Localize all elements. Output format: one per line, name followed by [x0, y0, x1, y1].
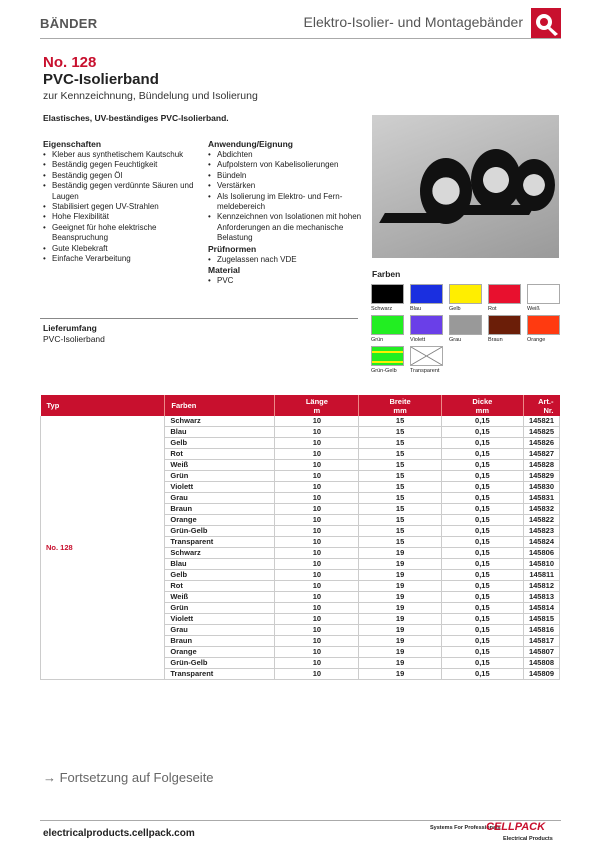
thickness-cell: 0,15 — [441, 515, 523, 526]
width-cell: 15 — [359, 438, 441, 449]
swatch-label: Schwarz — [371, 306, 393, 312]
artnr-cell: 145831 — [523, 493, 559, 504]
width-cell: 15 — [359, 460, 441, 471]
color-cell: Blau — [165, 559, 275, 570]
application-section — [208, 139, 363, 286]
swatch-label: Grün-Gelb — [371, 368, 397, 374]
width-cell: 15 — [359, 416, 441, 427]
list-item: • Bündeln — [208, 171, 363, 181]
artnr-cell: 145808 — [523, 658, 559, 669]
swatch-label: Grau — [449, 337, 462, 343]
width-cell: 19 — [359, 581, 441, 592]
swatch — [527, 284, 560, 312]
color-cell: Braun — [165, 504, 275, 515]
standards-title: Prüfnormen — [208, 243, 257, 254]
artnr-cell: 145826 — [523, 438, 559, 449]
list-item: • Verstärken — [208, 181, 363, 191]
swatch — [449, 284, 482, 312]
length-cell: 10 — [275, 669, 359, 680]
thickness-cell: 0,15 — [441, 482, 523, 493]
artnr-cell: 145807 — [523, 647, 559, 658]
color-cell: Grün-Gelb — [165, 658, 275, 669]
artnr-cell: 145822 — [523, 515, 559, 526]
thickness-cell: 0,15 — [441, 548, 523, 559]
length-cell: 10 — [275, 471, 359, 482]
width-cell: 15 — [359, 493, 441, 504]
length-cell: 10 — [275, 493, 359, 504]
artnr-cell: 145812 — [523, 581, 559, 592]
spec-table-body — [41, 416, 560, 680]
artnr-cell: 145828 — [523, 460, 559, 471]
swatch-label: Grün — [371, 337, 384, 343]
width-cell: 15 — [359, 515, 441, 526]
swatch — [449, 315, 482, 343]
thickness-cell: 0,15 — [441, 416, 523, 427]
thickness-cell: 0,15 — [441, 603, 523, 614]
thickness-cell: 0,15 — [441, 427, 523, 438]
width-cell: 15 — [359, 504, 441, 515]
swatch-label: Braun — [488, 337, 503, 343]
length-cell: 10 — [275, 482, 359, 493]
color-cell: Violett — [165, 614, 275, 625]
swatch — [410, 315, 443, 343]
color-cell: Orange — [165, 647, 275, 658]
color-cell: Grün — [165, 603, 275, 614]
swatch-label: Weiß — [527, 306, 540, 312]
length-cell: 10 — [275, 636, 359, 647]
swatch — [488, 284, 521, 312]
thickness-cell: 0,15 — [441, 614, 523, 625]
material-list — [208, 276, 363, 286]
color-cell: Schwarz — [165, 548, 275, 559]
color-cell: Orange — [165, 515, 275, 526]
material-title: Material — [208, 265, 241, 276]
length-cell: 10 — [275, 603, 359, 614]
swatch-label: Orange — [527, 337, 546, 343]
swatch — [371, 346, 404, 374]
width-cell: 19 — [359, 603, 441, 614]
color-cell: Transparent — [165, 669, 275, 680]
color-cell: Grau — [165, 625, 275, 636]
swatch-label: Violett — [410, 337, 426, 343]
product-number: No. 128 — [43, 54, 97, 71]
length-cell: 10 — [275, 438, 359, 449]
artnr-cell: 145827 — [523, 449, 559, 460]
length-cell: 10 — [275, 449, 359, 460]
list-item: • Beständig gegen Feuchtigkeit — [43, 160, 203, 170]
footer-divider — [40, 820, 561, 821]
thickness-cell: 0,15 — [441, 658, 523, 669]
width-cell: 19 — [359, 559, 441, 570]
list-item: • Stabilisiert gegen UV-Strahlen — [43, 202, 203, 212]
list-item: • Beständig gegen verdünnte Säuren und Laugen — [43, 181, 203, 202]
thickness-cell: 0,15 — [441, 559, 523, 570]
length-cell: 10 — [275, 647, 359, 658]
artnr-cell: 145811 — [523, 570, 559, 581]
artnr-cell: 145815 — [523, 614, 559, 625]
col-header-artnr: Art.-Nr. — [523, 395, 559, 416]
thickness-cell: 0,15 — [441, 647, 523, 658]
width-cell: 19 — [359, 669, 441, 680]
brand-logo: CELLPACK — [486, 821, 546, 833]
color-cell: Rot — [165, 449, 275, 460]
width-cell: 15 — [359, 449, 441, 460]
artnr-cell: 145817 — [523, 636, 559, 647]
swatch — [527, 315, 560, 343]
properties-list — [43, 150, 203, 264]
col-header-typ: Typ — [41, 395, 165, 416]
list-item: • Als Isolierung im Elektro- und Fernmeldebereich — [208, 192, 363, 213]
swatch-label: Rot — [488, 306, 497, 312]
application-title: Anwendung/Eignung — [208, 139, 293, 149]
thickness-cell: 0,15 — [441, 493, 523, 504]
delivery-title: Lieferumfang — [43, 323, 97, 333]
color-cell: Gelb — [165, 438, 275, 449]
thickness-cell: 0,15 — [441, 636, 523, 647]
col-header-laenge: Länge m — [275, 395, 359, 416]
width-cell: 19 — [359, 647, 441, 658]
width-cell: 19 — [359, 548, 441, 559]
continue-note: → Fortsetzung auf Folgeseite — [43, 770, 214, 785]
length-cell: 10 — [275, 614, 359, 625]
artnr-cell: 145825 — [523, 427, 559, 438]
swatch-label: Gelb — [449, 306, 461, 312]
artnr-cell: 145832 — [523, 504, 559, 515]
col-header-dicke: Dicke mm — [441, 395, 523, 416]
footer-tagline: Systems For Professionals — [430, 825, 501, 831]
artnr-cell: 145809 — [523, 669, 559, 680]
color-cell: Grün — [165, 471, 275, 482]
swatch-label: Transparent — [410, 368, 440, 374]
brand-sub: Electrical Products — [503, 836, 553, 842]
tape-roll — [513, 159, 555, 211]
list-item: • Geeignet für hohe elektrische Beanspruchung — [43, 223, 203, 244]
color-cell: Gelb — [165, 570, 275, 581]
width-cell: 15 — [359, 482, 441, 493]
color-cell: Grün-Gelb — [165, 526, 275, 537]
col-header-farben: Farben — [165, 395, 275, 416]
thickness-cell: 0,15 — [441, 625, 523, 636]
color-cell: Grau — [165, 493, 275, 504]
color-cell: Rot — [165, 581, 275, 592]
width-cell: 19 — [359, 636, 441, 647]
width-cell: 15 — [359, 526, 441, 537]
section-divider — [40, 318, 358, 319]
color-cell: Braun — [165, 636, 275, 647]
length-cell: 10 — [275, 427, 359, 438]
length-cell: 10 — [275, 625, 359, 636]
artnr-cell: 145806 — [523, 548, 559, 559]
list-item: • Abdichten — [208, 150, 363, 160]
list-item: • Kleber aus synthetischem Kautschuk — [43, 150, 203, 160]
swatch — [410, 284, 443, 312]
footer-url: electricalproducts.cellpack.com — [43, 828, 195, 839]
table-row — [41, 416, 560, 427]
header-divider — [40, 38, 561, 39]
length-cell: 10 — [275, 416, 359, 427]
colors-title: Farben — [372, 269, 401, 279]
properties-section — [43, 139, 203, 264]
thickness-cell: 0,15 — [441, 460, 523, 471]
type-cell: No. 128 — [41, 416, 165, 680]
thickness-cell: 0,15 — [441, 504, 523, 515]
application-list — [208, 150, 363, 244]
artnr-cell: 145830 — [523, 482, 559, 493]
page-category: BÄNDER — [40, 16, 98, 31]
width-cell: 15 — [359, 471, 441, 482]
length-cell: 10 — [275, 526, 359, 537]
properties-title: Eigenschaften — [43, 139, 102, 149]
artnr-cell: 145813 — [523, 592, 559, 603]
product-title: PVC-Isolierband — [43, 71, 159, 88]
artnr-cell: 145823 — [523, 526, 559, 537]
list-item: • Kennzeichnen von Isolationen mit hohen Anforderungen an die mechanische Belastung — [208, 212, 363, 243]
delivery-text: PVC-Isolierband — [43, 334, 105, 344]
width-cell: 19 — [359, 658, 441, 669]
product-photo — [372, 115, 559, 258]
tape-roll-icon — [531, 8, 561, 38]
swatch — [371, 284, 404, 312]
standards-list — [208, 255, 363, 265]
width-cell: 19 — [359, 625, 441, 636]
artnr-cell: 145816 — [523, 625, 559, 636]
thickness-cell: 0,15 — [441, 526, 523, 537]
length-cell: 10 — [275, 515, 359, 526]
length-cell: 10 — [275, 658, 359, 669]
section-title: Elektro-Isolier- und Montagebänder — [303, 14, 523, 30]
table-header-row — [41, 395, 560, 416]
color-cell: Weiß — [165, 460, 275, 471]
color-cell: Schwarz — [165, 416, 275, 427]
thickness-cell: 0,15 — [441, 570, 523, 581]
product-subtitle: zur Kennzeichnung, Bündelung und Isolierung — [43, 90, 258, 102]
width-cell: 19 — [359, 570, 441, 581]
swatch — [371, 315, 404, 343]
artnr-cell: 145814 — [523, 603, 559, 614]
color-cell: Weiß — [165, 592, 275, 603]
width-cell: 15 — [359, 427, 441, 438]
thickness-cell: 0,15 — [441, 449, 523, 460]
artnr-cell: 145829 — [523, 471, 559, 482]
tape-roll — [420, 158, 472, 224]
spec-table — [40, 395, 560, 680]
length-cell: 10 — [275, 570, 359, 581]
thickness-cell: 0,15 — [441, 537, 523, 548]
swatch — [410, 346, 443, 374]
length-cell: 10 — [275, 537, 359, 548]
thickness-cell: 0,15 — [441, 592, 523, 603]
thickness-cell: 0,15 — [441, 438, 523, 449]
length-cell: 10 — [275, 581, 359, 592]
list-item: • Zugelassen nach VDE — [208, 255, 363, 265]
product-description: Elastisches, UV-beständiges PVC-Isolierband. — [43, 113, 229, 123]
list-item: • PVC — [208, 276, 363, 286]
width-cell: 19 — [359, 614, 441, 625]
color-cell: Violett — [165, 482, 275, 493]
artnr-cell: 145824 — [523, 537, 559, 548]
width-cell: 15 — [359, 537, 441, 548]
swatch — [488, 315, 521, 343]
color-cell: Blau — [165, 427, 275, 438]
artnr-cell: 145810 — [523, 559, 559, 570]
thickness-cell: 0,15 — [441, 471, 523, 482]
list-item: • Einfache Verarbeitung — [43, 254, 203, 264]
length-cell: 10 — [275, 559, 359, 570]
swatch-label: Blau — [410, 306, 422, 312]
list-item: • Hohe Flexibilität — [43, 212, 203, 222]
list-item: • Aufpolstern von Kabelisolierungen — [208, 160, 363, 170]
length-cell: 10 — [275, 592, 359, 603]
col-header-breite: Breite mm — [359, 395, 441, 416]
color-cell: Transparent — [165, 537, 275, 548]
list-item: • Beständig gegen Öl — [43, 171, 203, 181]
length-cell: 10 — [275, 548, 359, 559]
thickness-cell: 0,15 — [441, 669, 523, 680]
list-item: • Gute Klebekraft — [43, 244, 203, 254]
length-cell: 10 — [275, 460, 359, 471]
length-cell: 10 — [275, 504, 359, 515]
width-cell: 19 — [359, 592, 441, 603]
artnr-cell: 145821 — [523, 416, 559, 427]
thickness-cell: 0,15 — [441, 581, 523, 592]
